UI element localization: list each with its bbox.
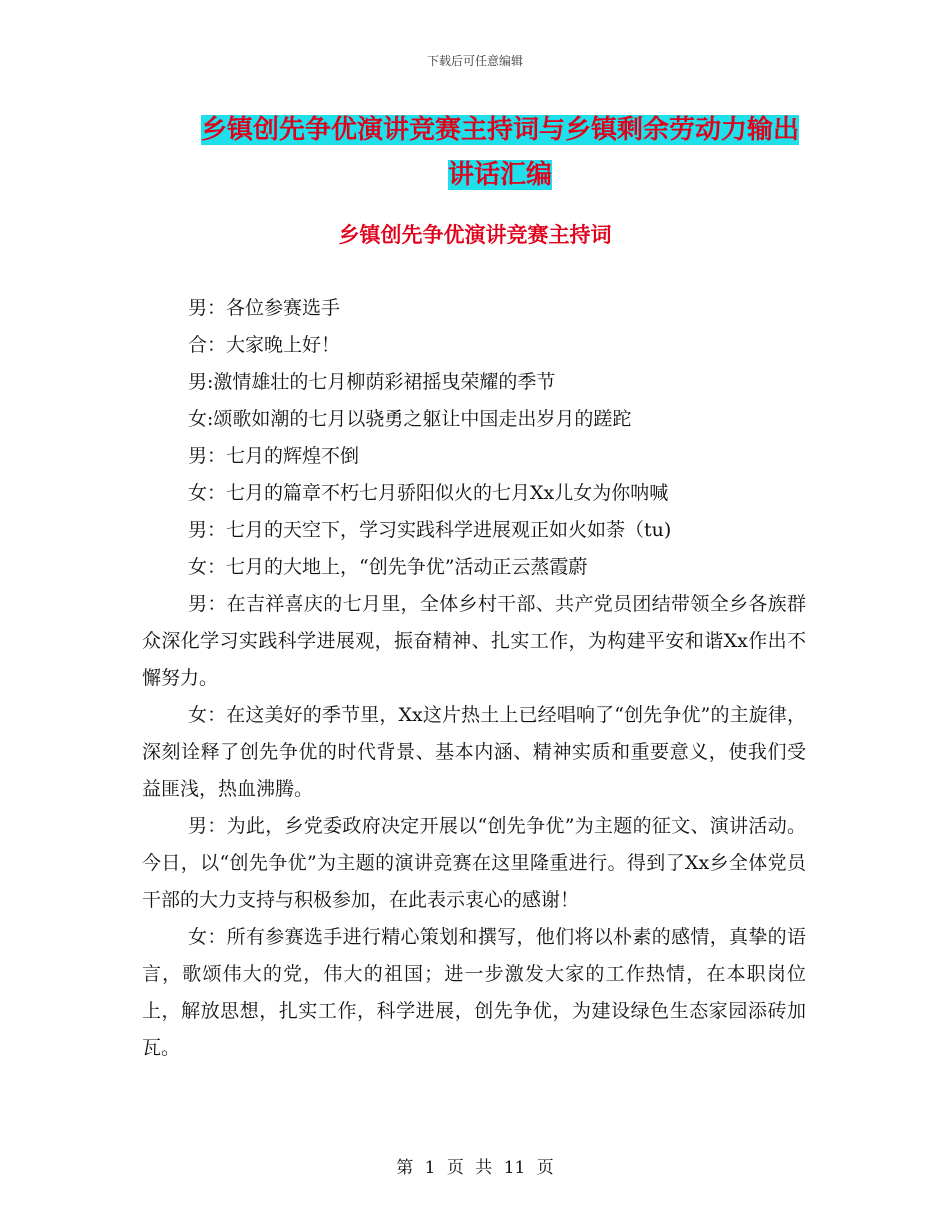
paragraph: 男:激情雄壮的七月柳荫彩裙摇曳荣耀的季节: [188, 371, 556, 393]
document-title: [140, 108, 860, 198]
section-title: 乡镇创先争优演讲竞赛主持词: [338, 223, 612, 247]
paragraph: 女：在这美好的季节里，Xx这片热土上已经唱响了“创先争优”的主旋律，深刻诠释了创先争优的时代背景、基本内涵、精神实质和重要意义，使我们受益匪浅，热血沸腾。: [142, 704, 806, 800]
paragraph: 女：所有参赛选手进行精心策划和撰写，他们将以朴素的感情，真挚的语言，歌颂伟大的党，伟大的祖国；进一步激发大家的工作热情，在本职岗位上，解放思想，扎实工作，科学进展，创先争优，为建设绿色生态家园添砖加瓦。: [142, 926, 806, 1059]
document-body: [142, 290, 806, 1067]
document-title-line-2: 讲话汇编: [447, 160, 552, 190]
paragraph: 女：七月的大地上，“创先争优”活动正云蒸霞蔚: [188, 556, 588, 578]
paragraph: 女：七月的篇章不朽七月骄阳似火的七月Xx儿女为你呐喊: [188, 482, 669, 504]
document-title-line-1: 乡镇创先争优演讲竞赛主持词与乡镇剩余劳动力输出: [200, 115, 799, 145]
paragraph: 合：大家晚上好！: [188, 334, 341, 356]
paragraph: 男：七月的辉煌不倒: [188, 445, 360, 467]
paragraph: 男：为此，乡党委政府决定开展以“创先争优”为主题的征文、演讲活动。今日，以“创先争优”为主题的演讲竞赛在这里隆重进行。得到了Xx乡全体党员干部的大力支持与积极参加，在此表示衷心的感谢！: [142, 815, 806, 911]
paragraph: 男：七月的天空下，学习实践科学进展观正如火如荼（tu): [188, 519, 672, 541]
header-note: 下载后可任意编辑: [426, 54, 523, 68]
page-footer: 第 1 页 共 11 页: [396, 1158, 554, 1178]
paragraph: 男：在吉祥喜庆的七月里，全体乡村干部、共产党员团结带领全乡各族群众深化学习实践科学进展观，振奋精神、扎实工作，为构建平安和谐Xx作出不懈努力。: [142, 593, 806, 689]
paragraph: 女:颂歌如潮的七月以骁勇之躯让中国走出岁月的蹉跎: [188, 408, 632, 430]
paragraph: 男：各位参赛选手: [188, 297, 341, 319]
